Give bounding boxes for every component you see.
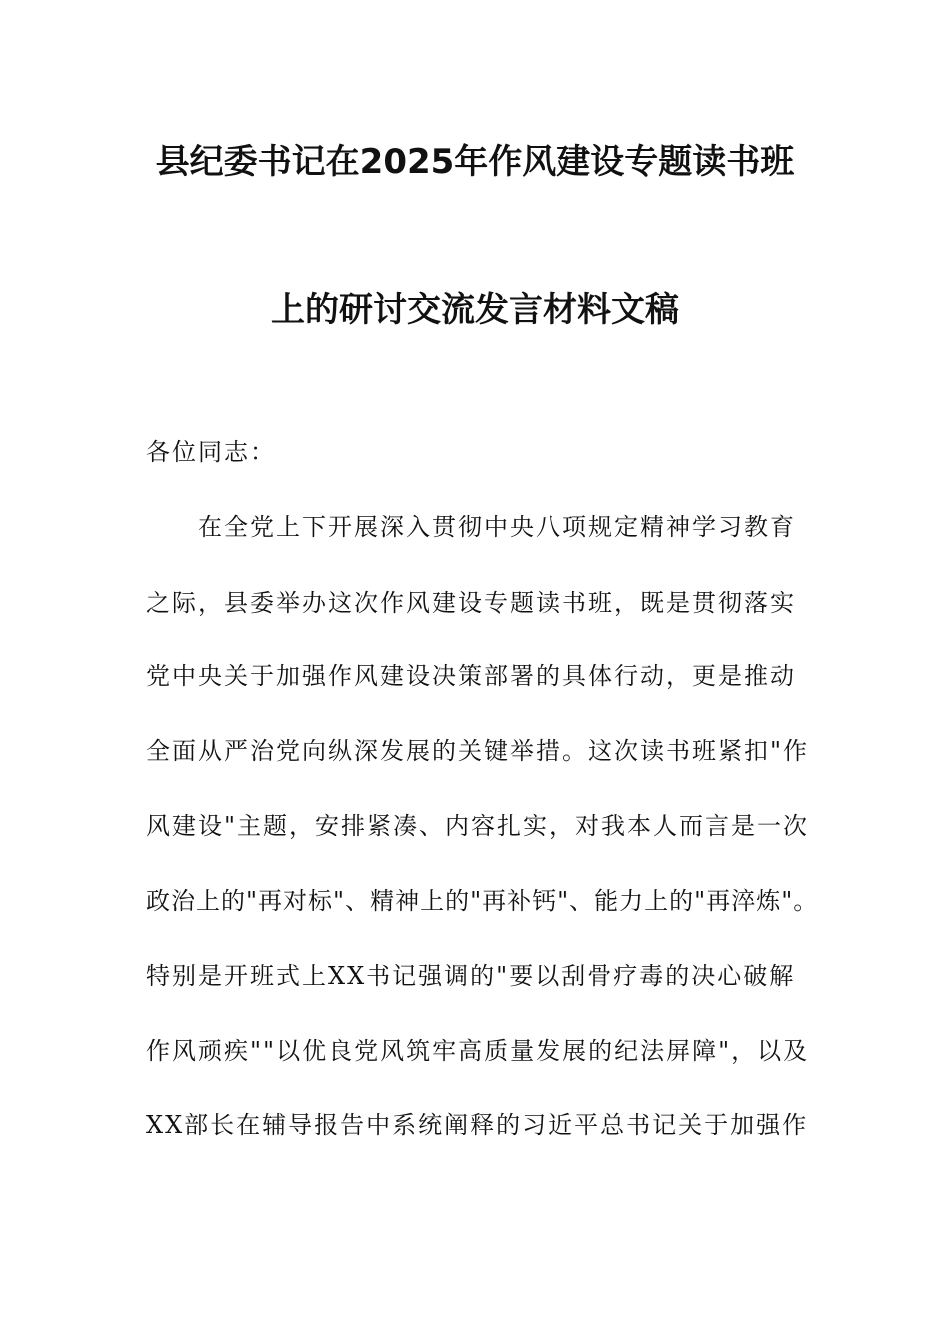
document-title-line-2: 上的研讨交流发言材料文稿 [271, 290, 679, 330]
document-title-line-1: 县纪委书记在2025年作风建设专题读书班 [155, 142, 795, 182]
paragraph-line: 在全党上下开展深入贯彻中央八项规定精神学习教育 [198, 513, 796, 541]
paragraph-line: 作风顽疾""以优良党风筑牢高质量发展的纪法屏障"，以及 [146, 1037, 810, 1065]
paragraph-line: 全面从严治党向纵深发展的关键举措。这次读书班紧扣"作 [146, 737, 810, 765]
paragraph-line: XX部长在辅导报告中系统阐释的习近平总书记关于加强作 [146, 1111, 809, 1139]
paragraph-line: 风建设"主题，安排紧凑、内容扎实，对我本人而言是一次 [146, 812, 810, 840]
paragraph-line: 党中央关于加强作风建设决策部署的具体行动，更是推动 [146, 662, 796, 690]
salutation: 各位同志： [146, 438, 276, 466]
paragraph-line: 之际，县委举办这次作风建设专题读书班，既是贯彻落实 [146, 589, 796, 617]
paragraph-line: 特别是开班式上XX书记强调的"要以刮骨疗毒的决心破解 [146, 962, 796, 990]
paragraph-line: 政治上的"再对标"、精神上的"再补钙"、能力上的"再淬炼"。 [146, 887, 819, 915]
